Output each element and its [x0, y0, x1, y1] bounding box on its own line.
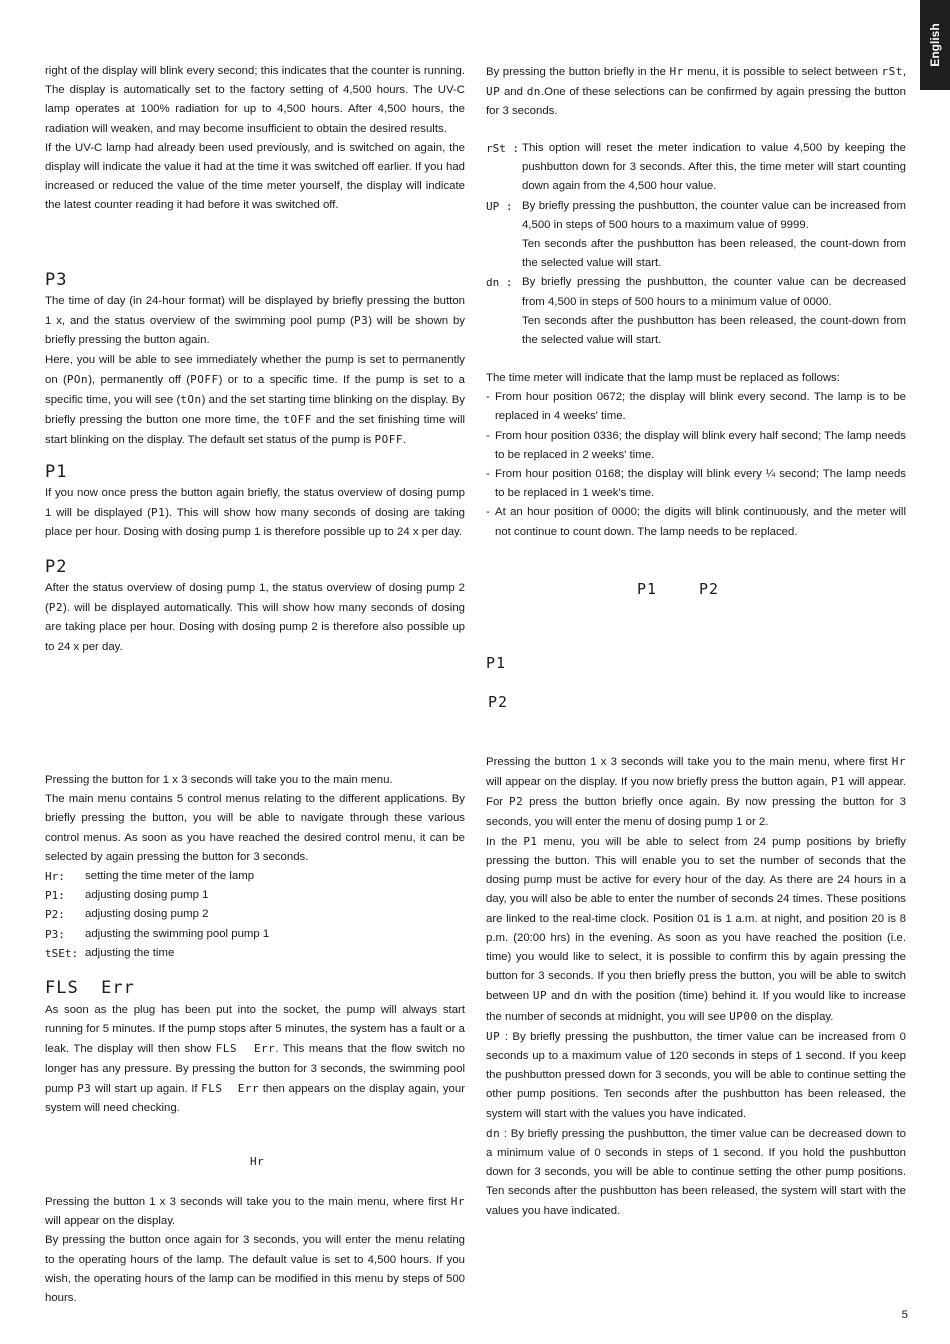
- paragraph: After the status overview of dosing pump 1, the status overview of dosing pump 2 (P2). will be displayed automatically. This will show how many seconds of dosing are taking place per hour. Dosing with dosing pump 2 is therefore also possible up to 24 x per day.: [45, 582, 465, 653]
- left-intro: [45, 62, 465, 216]
- section-p2: [45, 579, 465, 657]
- paragraph: By pressing the button briefly in the Hr menu, it is possible to select between rSt, UP and dn.One of these selections can be confirmed by again pressing the button for 3 seconds.: [486, 65, 906, 118]
- paragraph: Pressing the button for 1 x 3 seconds will take you to the main menu.: [45, 774, 393, 786]
- heading-p1-right: P1: [486, 654, 507, 672]
- paragraph: As soon as the plug has been put into the socket, the pump will always start running for 5 minutes. If the pump stops after 5 minutes, the system has a fault or a leak. The display will then show FLS Err. This means that the flow switch no longer has any pressure. By pressing the button for 3 seconds, the swimming pool pump P3 will start up again. If FLS Err then appears on the display again, your system will need checking.: [45, 1004, 465, 1115]
- list-item: - From hour position 0672; the display will blink every second. The lamp is to be replaced in 4 weeks' time.: [486, 391, 906, 423]
- list-item: P1: adjusting dosing pump 1: [45, 889, 209, 903]
- option-list: [486, 139, 906, 350]
- heading-p2: P2: [45, 557, 68, 577]
- list-item: - From hour position 0336; the display will blink every half second; The lamp needs to be replaced in 2 weeks' time.: [486, 429, 906, 461]
- paragraph: dn : By briefly pressing the pushbutton, the timer value can be decreased down to a minimum value of 0 seconds in steps of 1 second. If you hold the pushbutton down for 3 seconds, you will be able to continue setting the other pump positions. Ten seconds after the pushbutton has been released, the system will start with the values you have indicated.: [486, 1126, 906, 1217]
- paragraph: The time meter will indicate that the lamp must be replaced as follows:: [486, 372, 840, 384]
- heading-p2-right: P2: [488, 693, 509, 711]
- list-item: P3: adjusting the swimming pool pump 1: [45, 927, 270, 941]
- list-item: rSt : This option will reset the meter indication to value 4,500 by keeping the pushbutton down for 3 seconds. After this, the time meter will start counting down again from the 4,500 hour value.: [486, 142, 906, 193]
- paragraph: Pressing the button 1 x 3 seconds will take you to the main menu, where first Hr will appear on the display.: [45, 1195, 465, 1228]
- section-hr: [45, 1192, 465, 1308]
- language-tab: [920, 0, 950, 90]
- paragraph: Here, you will be able to see immediately whether the pump is set to permanently on (POn), permanently off (POFF) or to a specific time. If the pump is set to a specific time, you will see (tOn) and the set starting time blinking on the display. By briefly pressing the button one more time, the tOFF and the set finishing time will start blinking on the display. The default set status of the pump is POFF.: [45, 353, 466, 447]
- right-intro: [486, 62, 906, 122]
- paragraph: The main menu contains 5 control menus relating to the different applications. By briefly pressing the button, you will be able to navigate through these various control menus. As soon as you have reached the desired control menu, it can be selected by again pressing the button for 3 seconds.: [45, 793, 465, 863]
- heading-p3: P3: [45, 270, 68, 290]
- list-item: - At an hour position of 0000; the digits will blink continuously, and the meter will not continue to count down. The lamp needs to be replaced.: [486, 506, 906, 538]
- paragraph: In the P1 menu, you will be able to select from 24 pump positions by briefly pressing the button. This will enable you to set the number of seconds that the dosing pump must be active for every hour of the day. As there are 24 hours in a day, you will also be able to enter the number of seconds 24 times. These positions are linked to the real-time clock. Position 01 is 1 a.m. at night, and position 20 is 8 p.m. (20:00 hrs) in the evening. As soon as you have reached the position (i.e. time) you would like to select, it is possible to confirm this by again pressing the button for 3 seconds. If you then briefly press the button, you will be able to switch between UP and dn with the position (time) behind it. If you would like to increase the number of seconds at midnight, you will see UP00 on the display.: [486, 834, 906, 1023]
- list-item: tSEt: adjusting the time: [45, 946, 175, 960]
- paragraph: The time of day (in 24-hour format) will be displayed by briefly pressing the button 1 x, and the status overview of the swimming pool pump (P3) will be shown by briefly pressing the button again.: [45, 295, 465, 347]
- replace-section: [486, 369, 906, 542]
- heading-fls-err: FLS Err: [45, 978, 135, 998]
- paragraph: right of the display will blink every second; this indicates that the counter is running. The display is automatically set to the factory setting of 4,500 hours. The UV-C lamp operates at 100% radiation for up to 4,500 hours. After 4,500 hours, the radiation will weaken, and may become insufficient to obtain the desired results.: [45, 65, 465, 135]
- menu-list: [45, 867, 465, 963]
- paragraph: If you now once press the button again briefly, the status overview of dosing pump 1 will be displayed (P1). This will show how many seconds of dosing are taking place per hour. Dosing with dosing pump 1 is therefore possible up to 24 x per day.: [45, 487, 465, 539]
- heading-p2-combined: P2: [699, 580, 720, 598]
- list-item: Hr: setting the time meter of the lamp: [45, 870, 255, 884]
- heading-p1: P1: [45, 462, 68, 482]
- paragraph: If the UV-C lamp had already been used previously, and is switched on again, the display will indicate the value it had at the time it was switched off earlier. If you had increased or reduced the value of the time meter yourself, the display will indicate the latest counter reading it had before it was switched off.: [45, 141, 465, 212]
- paragraph: By pressing the button once again for 3 seconds, you will enter the menu relating to the operating hours of the lamp. The default value is set to 4,500 hours. If you wish, the operating hours of the lamp can be modified in this menu by steps of 500 hours.: [45, 1234, 465, 1305]
- paragraph: Pressing the button 1 x 3 seconds will take you to the main menu, where first Hr will appear on the display. If you now briefly press the button again, P1 will appear. For P2 press the button briefly once again. By now pressing the button for 3 seconds, you will enter the menu of dosing pump 1 or 2.: [486, 755, 907, 828]
- list-item: UP : By briefly pressing the pushbutton, the counter value can be increased from 4,500 in steps of 500 hours to a maximum value of 9999. Ten seconds after the pushbutton has been released, the count-down from the selected value will start.: [486, 199, 906, 270]
- heading-hr: Hr: [250, 1155, 265, 1168]
- section-dosing-menu: [486, 752, 906, 1221]
- list-item: dn : By briefly pressing the pushbutton, the counter value can be decreased from 4,500 in steps of 500 hours to a minimum value of 0000. Ten seconds after the pushbutton has been released, the count-down from the selected value will start.: [486, 276, 906, 347]
- list-item: P2: adjusting dosing pump 2: [45, 908, 209, 922]
- paragraph: UP : By briefly pressing the pushbutton, the timer value can be increased from 0 seconds up to a maximum value of 120 seconds in steps of 1 second. If you keep the pushbutton pressed down for 3 seconds, you will be able to continue setting the other pump positions. Ten seconds after the pushbutton has been released, the system will start with the values you have indicated.: [486, 1029, 906, 1120]
- section-main-menu: [45, 771, 465, 963]
- language-label: English: [928, 23, 942, 67]
- section-fls-err: [45, 1001, 465, 1118]
- list-item: - From hour position 0168; the display will blink every ¼ second; The lamp needs to be replaced in 1 week's time.: [486, 468, 906, 500]
- section-p1: [45, 484, 465, 543]
- page-number: 5: [901, 1309, 908, 1321]
- section-p3: [45, 292, 465, 451]
- heading-p1-combined: P1: [637, 580, 658, 598]
